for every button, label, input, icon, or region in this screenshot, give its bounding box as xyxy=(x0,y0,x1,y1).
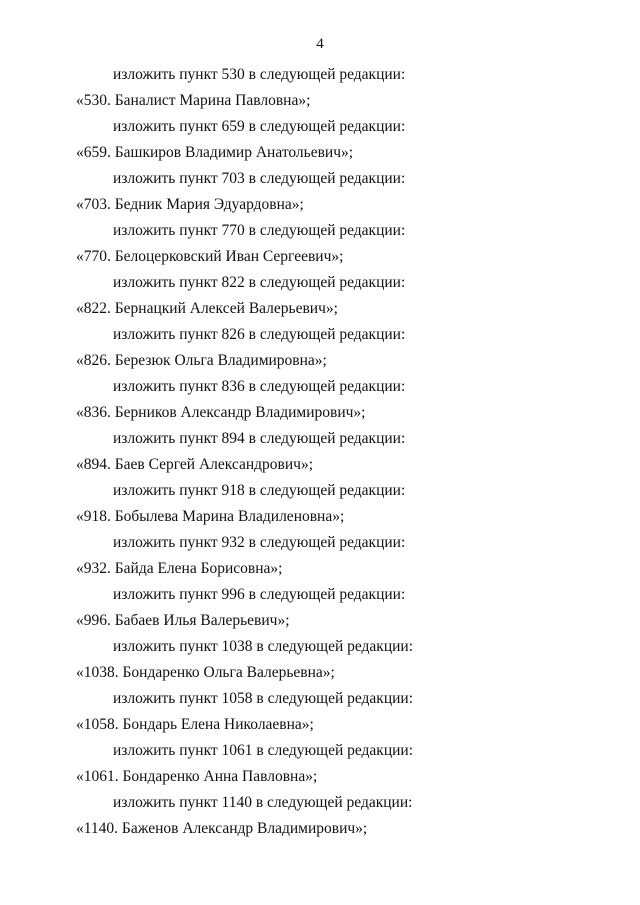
amended-entry: «836. Берников Александр Владимирович»; xyxy=(76,404,366,421)
amendment-instruction: изложить пункт 822 в следующей редакции: xyxy=(113,274,406,291)
amendment-instruction: изложить пункт 836 в следующей редакции: xyxy=(113,378,406,395)
amendment-instruction: изложить пункт 996 в следующей редакции: xyxy=(113,586,406,603)
amended-entry: «1058. Бондарь Елена Николаевна»; xyxy=(76,716,314,733)
amended-entry: «770. Белоцерковский Иван Сергеевич»; xyxy=(76,248,344,265)
amended-entry: «996. Бабаев Илья Валерьевич»; xyxy=(76,612,290,629)
amendment-instruction: изложить пункт 659 в следующей редакции: xyxy=(113,118,406,135)
amendment-instruction: изложить пункт 826 в следующей редакции: xyxy=(113,326,406,343)
amended-entry: «1140. Баженов Александр Владимирович»; xyxy=(76,820,368,837)
amended-entry: «932. Байда Елена Борисовна»; xyxy=(76,560,283,577)
page-number: 4 xyxy=(316,36,324,52)
amendment-instruction: изложить пункт 1038 в следующей редакции: xyxy=(113,638,414,655)
amendment-instruction: изложить пункт 918 в следующей редакции: xyxy=(113,482,406,499)
amendment-instruction: изложить пункт 703 в следующей редакции: xyxy=(113,170,406,187)
amended-entry: «894. Баев Сергей Александрович»; xyxy=(76,456,314,473)
amendment-instruction: изложить пункт 530 в следующей редакции: xyxy=(113,66,406,83)
amended-entry: «1038. Бондаренко Ольга Валерьевна»; xyxy=(76,664,335,681)
amended-entry: «918. Бобылева Марина Владиленовна»; xyxy=(76,508,345,525)
amendment-instruction: изложить пункт 1061 в следующей редакции: xyxy=(113,742,414,759)
amendment-instruction: изложить пункт 932 в следующей редакции: xyxy=(113,534,406,551)
amended-entry: «659. Башкиров Владимир Анатольевич»; xyxy=(76,144,354,161)
amended-entry: «1061. Бондаренко Анна Павловна»; xyxy=(76,768,318,785)
amendment-instruction: изложить пункт 770 в следующей редакции: xyxy=(113,222,406,239)
amendment-instruction: изложить пункт 1058 в следующей редакции: xyxy=(113,690,414,707)
amended-entry: «822. Бернацкий Алексей Валерьевич»; xyxy=(76,300,338,317)
amendment-instruction: изложить пункт 894 в следующей редакции: xyxy=(113,430,406,447)
document-body xyxy=(0,64,640,844)
amended-entry: «703. Бедник Мария Эдуардовна»; xyxy=(76,196,304,213)
amended-entry: «826. Березюк Ольга Владимировна»; xyxy=(76,352,327,369)
amended-entry: «530. Баналист Марина Павловна»; xyxy=(76,92,311,109)
amendment-instruction: изложить пункт 1140 в следующей редакции: xyxy=(113,794,413,811)
